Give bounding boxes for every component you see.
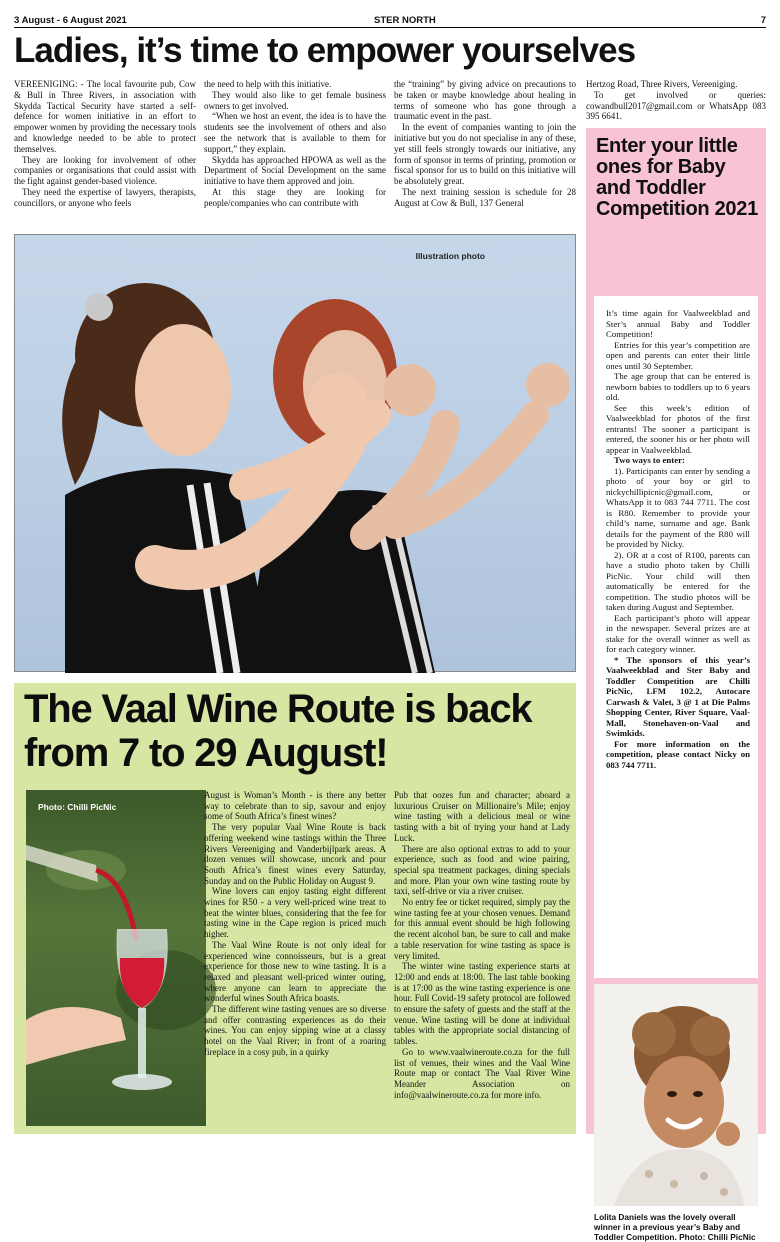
paragraph: 2). OR at a cost of R100, parents can have a studio photo taken by Chilli PicNic. Your child will then automatically be entered for the competition. The studio photos will be taken during August and September. [606,549,750,612]
paragraph: Skydda has approached HPOWA as well as the Department of Social Development on the same initiative to have them approved and join. [204,154,386,187]
competition-body [594,296,758,978]
paragraph: In the event of companies wanting to join the initiative but you do not specialise in any of these, yet still feels strongly towards our initiative, any form of sponsor in terms of printing, promotion or fiscal sponsor for us to build on this initiative will be absolutely great. [394,122,576,187]
wine-column-2 [394,790,570,1100]
paragraph: “When we host an event, the idea is to have the students see the involvement of others and also see the network that is available to them for support,” they explain. [204,111,386,154]
publication-name: STER NORTH [374,15,436,26]
child-photo [594,984,758,1206]
paragraph: the “training” by giving advice on precautions to be taken or maybe knowledge about healing in terms of someone who has gone through a traumatic event in the past. [394,79,576,122]
paragraph: They would also like to get female business owners to get involved. [204,89,386,111]
article-column-2 [204,79,386,209]
paragraph: No entry fee or ticket required, simply pay the wine tasting fee at your chosen venues. Demand for this annual event should be high following the recent alcohol ban, be sure to call and make a table reservation for wine tasting as space is very limited. [394,897,570,961]
paragraph: August is Woman’s Month - is there any better way to celebrate than to sip, savour and enjoy some of South Africa’s finest wines? [204,790,386,822]
photo-caption: Illustration photo [415,251,485,261]
paragraph: Pub that oozes fun and character; aboard a luxurious Cruiser on Millionaire’s Mile; enjoy wine tasting with a delicious meal or wine tasting with a bit of trying your hand at Lady Luck. [394,790,570,843]
paragraph: At this stage they are looking for people/companies who can contribute with [204,186,386,208]
women-boxing-illustration [15,235,577,673]
paragraph: Hertzog Road, Three Rivers, Vereeniging. [586,79,738,89]
paragraph: It’s time again for Vaalweekblad and Ster’s annual Baby and Toddler Competition! [606,308,750,339]
article-column-3 [394,79,576,209]
paragraph: See this week’s edition of Vaalweekblad for photos of the first entrants! The sooner a participant is entered, the sooner his or her photo will appear in Vaalweekblad. [606,402,750,455]
child-photo-caption: Lolita Daniels was the lovely overall winner in a previous year’s Baby and Toddler Competition. Photo: Chilli PicNic [594,1212,756,1242]
competition-headline: Enter your little ones for Baby and Toddler Competition 2021 [596,135,758,220]
paragraph: The Vaal Wine Route is not only ideal for experienced wine connoisseurs, but is a great experience for those new to wine tasting. It is a relaxed and pleasant well-priced winter outing, where anyone can learn to appreciate the wonderful wines South Africa boasts. [204,939,386,1004]
paragraph: Each participant’s photo will appear in the newspaper. Several prizes are at stake for the overall winner as well as for each category winner. [606,612,750,654]
issue-date: 3 August - 6 August 2021 [14,15,127,26]
paragraph: The very popular Vaal Wine Route is back offering weekend wine tastings within the Three Rivers Vereeniging and Vanderbijlpark areas. A dozen venues will showcase, uncork and pour South Africa’s finest wines every Saturday, Sunday and on the Public Holiday on August 9. [204,822,386,886]
article-column-4 [586,79,766,122]
paragraph: The age group that can be entered is newborn babies to toddlers up to 6 years old. [606,371,750,402]
paragraph: the need to help with this initiative. [204,79,332,89]
paragraph: The next training session is schedule for 28 August at Cow & Bull, 137 General [394,186,576,208]
paragraph: They need the expertise of lawyers, therapists, councillors, or anyone who feels [14,186,196,208]
page-header [14,14,766,28]
wine-headline: The Vaal Wine Route is back from 7 to 29 August! [24,687,532,775]
page-number: 7 [760,15,766,26]
wine-glass-illustration [26,790,206,1126]
paragraph: The winter wine tasting experience starts at 12:00 and ends at 18:00. The last table booking is at 17:00 as the wine tasting experience is one hour. Full Covid-19 safety protocol are followed to ensure the safety of guests and the staff at the venue. Wine tasting will be done at individual tables with the appropriate social distancing of tables. [394,961,570,1047]
paragraph: 1). Participants can enter by sending a photo of your boy or girl to nickychillipicnic@gmail.com, or WhatsApp it to 083 744 7711. The cost is R80. Remember to provide your child’s name, surname and age. Bank details for the payment of the R80 will be provided by Nicky. [606,465,750,549]
photo-caption: Photo: Chilli PicNic [38,802,117,812]
paragraph: There are also optional extras to add to your experience, such as food and wine pairing, special spa treatment packages, dining specials and more. Plan your own wine tasting route by taxi, self-drive or via a river cruiser. [394,843,570,897]
ways-heading: Two ways to enter: [614,455,685,465]
paragraph: They are looking for involvement of other companies or organisations that could assist with the fight against gender-based violence. [14,154,196,187]
paragraph: To get involved or queries: cowandbull2017@gmail.com or WhatsApp 083 395 6641. [586,89,766,122]
competition-sidebar [586,128,766,1242]
paragraph: Go to www.vaalwineroute.co.za for the full list of venues, their wines and the Vaal Wine Route map or contact The Vaal River Wine Meander Association on info@vaalwineroute.co.za for more info. [394,1046,570,1100]
article-headline: Ladies, it’s time to empower yourselves [14,31,636,70]
sponsors-note: * The sponsors of this year’s Vaalweekblad and Ster Baby and Toddler Competition are Chilli PicNic, LFM 102.2, Autocare Carwash & Valet, 3 @ 1 at Die Palms Shopping Center, River Square, Vaal-Mall, Stonehaven-on-Vaal and Swimkids. [606,654,750,738]
article-column-1 [14,79,196,209]
contact-note: For more information on the competition, please contact Nicky on 083 744 7711. [606,738,750,770]
paragraph: The different wine tasting venues are so diverse and offer contrasting experiences as do their wines. You can enjoy sipping wine at a classy hotel on the Vaal River; in front of a roaring fireplace in a cosy pub, in a quirky [204,1004,386,1057]
wine-photo [26,790,206,1126]
paragraph: Entries for this year’s competition are open and parents can enter their little ones until 30 September. [606,339,750,371]
smiling-child-illustration [594,984,758,1206]
illustration-photo [14,234,576,672]
paragraph: Wine lovers can enjoy tasting eight different wines for R50 - a very well-priced wine treat to beat the winter blues, considering that the fee for tasting wine in the Cape region is priced much higher. [204,886,386,940]
paragraph: VEREENIGING: - The local favourite pub, Cow & Bull in Three Rivers, in association with Skydda Tactical Security have started a self-defence for women initiative in an effort to empower women by providing the necessary tools and knowledge needed to be able to protect themselves. [14,79,196,154]
wine-column-1 [204,790,386,1058]
